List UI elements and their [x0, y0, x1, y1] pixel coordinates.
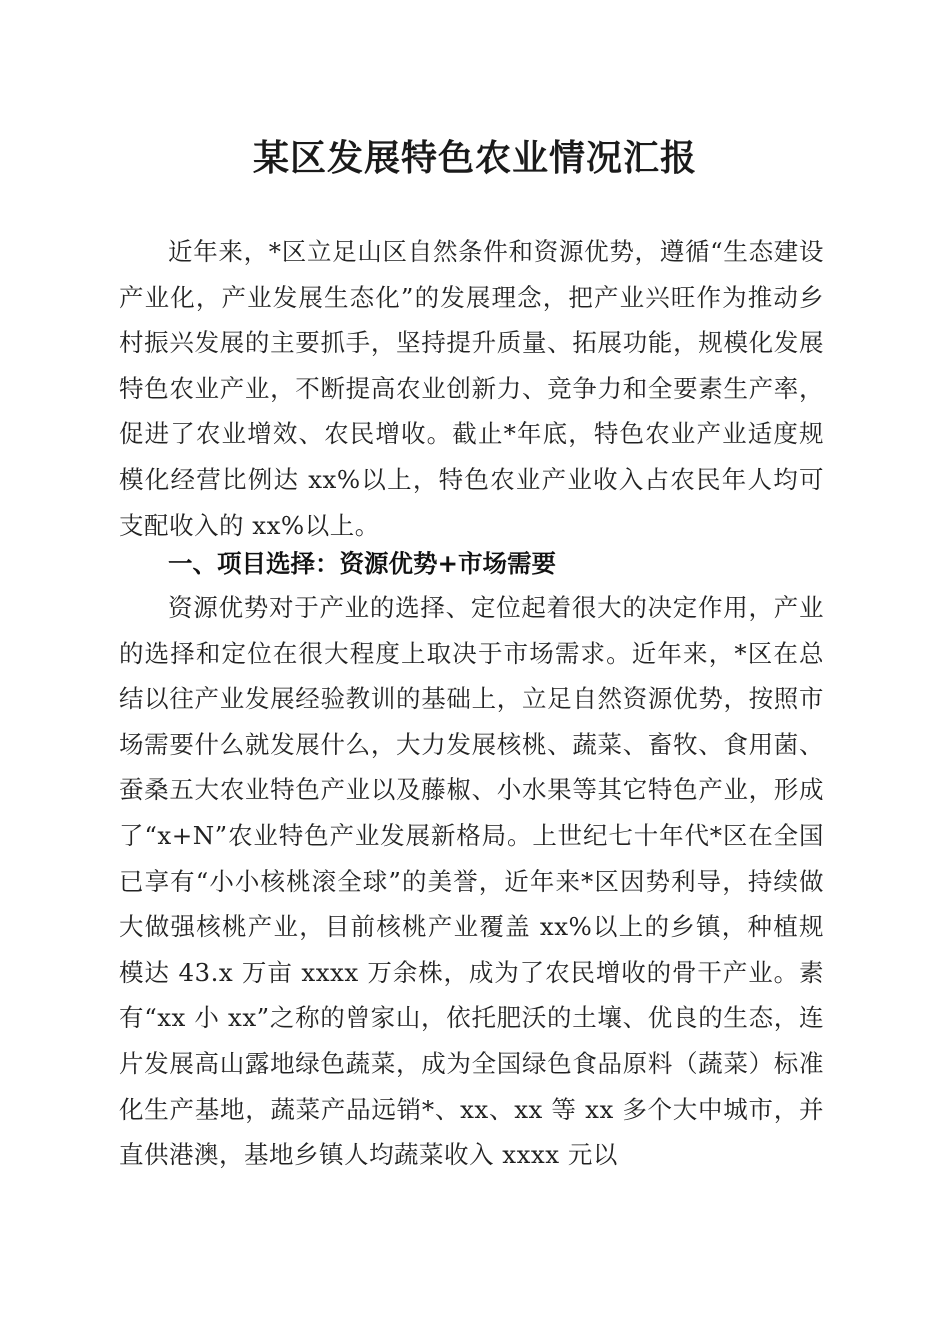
section-1-paragraph: 资源优势对于产业的选择、定位起着很大的决定作用，产业的选择和定位在很大程度上取决于市场需求。近年来，*区在总结以往产业发展经验教训的基础上，立足自然资源优势，按照市场需要什么就发展什么，大力发展核桃、蔬菜、畜牧、食用菌、蚕桑五大农业特色产业以及藤椒、小水果等其它特色产业，形成了“x+N”农业特色产业发展新格局。上世纪七十年代*区在全国已享有“小小核桃滚全球”的美誉，近年来*区因势利导，持续做大做强核桃产业，目前核桃产业覆盖 xx%以上的乡镇，种植规模达 43.x 万亩 xxxx 万余株，成为了农民增收的骨干产业。素有“xx 小 xx”之称的曾家山，依托肥沃的土壤、优良的生态，连片发展高山露地绿色蔬菜，成为全国绿色食品原料（蔬菜）标准化生产基地，蔬菜产品远销*、xx、xx 等 xx 多个大中城市，并直供港澳，基地乡镇人均蔬菜收入 xxxx 元以 — [119, 593, 824, 1170]
section-heading-1: 一、项目选择：资源优势+市场需要 — [168, 549, 557, 578]
intro-paragraph: 近年来，*区立足山区自然条件和资源优势，遵循“生态建设产业化，产业发展生态化”的发展理念，把产业兴旺作为推动乡村振兴发展的主要抓手，坚持提升质量、拓展功能，规模化发展特色农业产业，不断提高农业创新力、竞争力和全要素生产率，促进了农业增效、农民增收。截止*年底，特色农业产业适度规模化经营比例达 xx%以上，特色农业产业收入占农民年人均可支配收入的 xx%以上。 — [119, 237, 824, 540]
document-title: 某区发展特色农业情况汇报 — [252, 137, 697, 179]
